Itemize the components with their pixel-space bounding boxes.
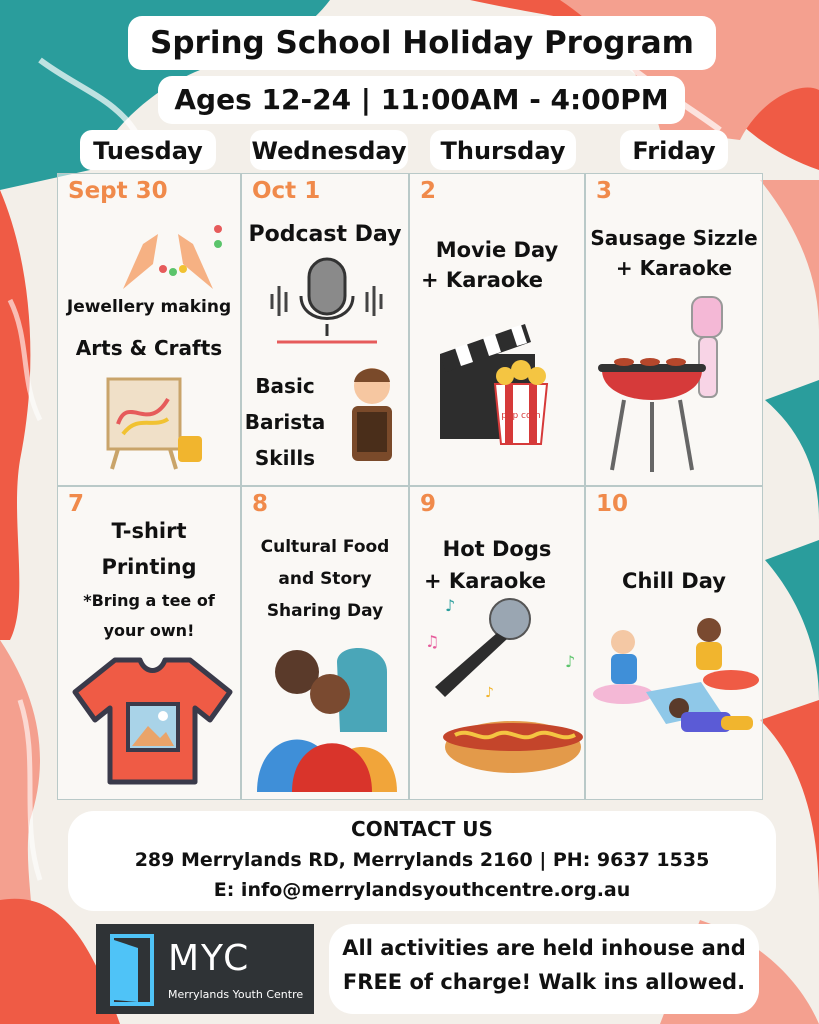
free-entry-note: [329, 924, 759, 1014]
tshirt-icon: [70, 652, 235, 792]
cell-line: your own!: [103, 621, 195, 640]
cell-line: Cultural Food: [260, 537, 390, 557]
calendar-cell-8: [241, 486, 409, 800]
cell-line: Basic: [255, 374, 315, 398]
cell-line: Chill Day: [622, 569, 726, 593]
cell-date: 10: [596, 491, 629, 517]
cell-line: Barista: [244, 410, 326, 434]
day-header-friday: Friday: [620, 130, 728, 170]
calendar-cell-2: [409, 173, 585, 486]
cell-date: 3: [596, 178, 613, 204]
day-header-thursday: Thursday: [430, 130, 576, 170]
easel-paint-icon: [98, 374, 208, 474]
cell-line: Arts & Crafts: [75, 336, 223, 360]
door-icon: [108, 934, 158, 1006]
contact-address: 289 Merrylands RD, Merrylands 2160 | PH: 9637 1535: [134, 849, 710, 871]
cell-line: + Karaoke: [421, 268, 543, 292]
svg-text:♪: ♪: [485, 685, 494, 701]
day-header-tuesday: Tuesday: [80, 130, 216, 170]
cell-date: 7: [68, 491, 85, 517]
bbq-grill-icon: [594, 292, 759, 482]
cell-date: Sept 30: [68, 178, 168, 204]
calendar-cell-oct-1: [241, 173, 409, 486]
microphone-icon: [267, 254, 387, 344]
cell-date: 8: [252, 491, 269, 517]
cell-line: Skills: [254, 446, 316, 470]
page-title: Spring School Holiday Program: [128, 16, 716, 70]
calendar-cell-sept-30: [57, 173, 241, 486]
jewellery-hands-icon: [103, 214, 223, 294]
calendar-cell-9: [409, 486, 585, 800]
logo-text: MYC: [168, 938, 251, 979]
cell-line: + Karaoke: [615, 256, 733, 280]
cell-line: Sharing Day: [266, 601, 384, 621]
svg-text:♪: ♪: [445, 597, 456, 615]
svg-text:♪: ♪: [565, 652, 576, 671]
friends-relaxing-icon: [591, 612, 761, 752]
calendar-grid: [57, 173, 763, 800]
cell-line: Jewellery making: [66, 297, 232, 317]
contact-box: [68, 811, 776, 911]
cell-line: *Bring a tee of: [83, 591, 215, 610]
cell-line: and Story: [278, 569, 372, 589]
myc-logo: [96, 924, 314, 1014]
cell-line: Podcast Day: [248, 222, 402, 247]
cell-date: 2: [420, 178, 437, 204]
calendar-cell-7: [57, 486, 241, 800]
svg-text:♫: ♫: [425, 632, 440, 651]
cell-date: Oct 1: [252, 178, 321, 204]
day-header-wednesday: Wednesday: [250, 130, 408, 170]
contact-heading: CONTACT US: [351, 817, 493, 841]
calendar-cell-10: [585, 486, 763, 800]
people-hugging-icon: [252, 632, 402, 792]
cell-line: Printing: [101, 555, 197, 579]
cell-line: T-shirt: [111, 519, 187, 543]
age-time-subtitle: Ages 12-24 | 11:00AM - 4:00PM: [158, 76, 685, 124]
cell-line: Movie Day: [435, 238, 559, 262]
contact-email: E: info@merrylandsyouthcentre.org.au: [213, 879, 631, 901]
hotdog-microphone-icon: [415, 597, 585, 787]
cell-line: Hot Dogs: [442, 537, 552, 561]
logo-subtext: Merrylands Youth Centre: [168, 988, 304, 1001]
barista-icon: [337, 364, 407, 474]
note-line: All activities are held inhouse and: [342, 936, 746, 960]
note-line: FREE of charge! Walk ins allowed.: [342, 970, 746, 994]
cell-date: 9: [420, 491, 437, 517]
popcorn-label: pop corn: [501, 411, 541, 421]
calendar-cell-3: [585, 173, 763, 486]
clapperboard-popcorn-icon: [435, 314, 565, 454]
cell-line: Sausage Sizzle: [590, 226, 758, 250]
cell-line: + Karaoke: [424, 569, 546, 593]
